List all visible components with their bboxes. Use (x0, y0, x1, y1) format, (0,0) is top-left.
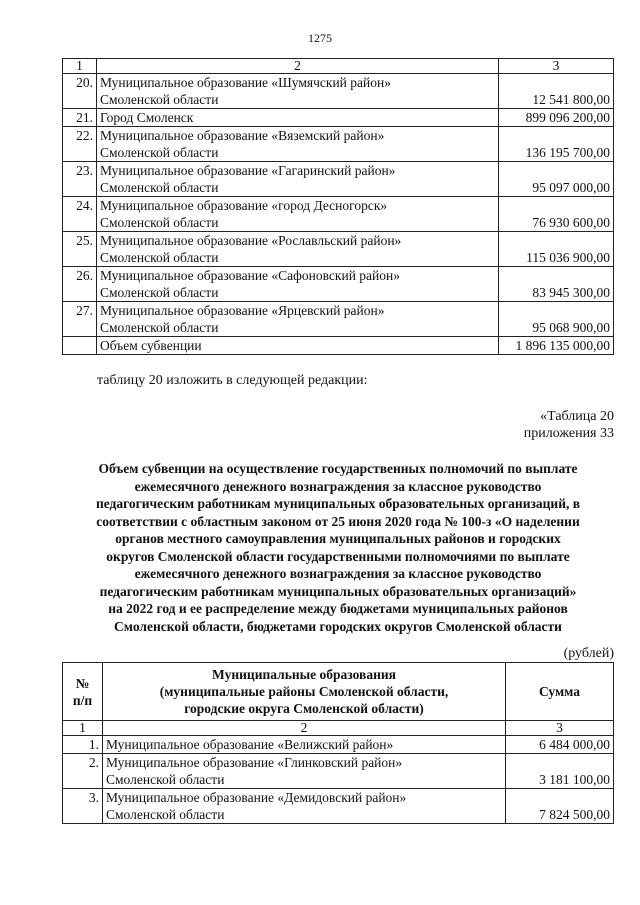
row-number: 25. (63, 232, 97, 267)
subvention-distribution-table (62, 662, 614, 824)
amount: 136 195 700,00 (499, 127, 614, 162)
municipality-name: Муниципальное образование «Гагаринский район» Смоленской области (97, 162, 499, 197)
total-label: Объем субвенции (97, 337, 499, 355)
row-number: 1. (63, 736, 103, 754)
subvention-table-continued (62, 58, 614, 355)
column-index-1: 1 (63, 59, 97, 74)
amount: 7 824 500,00 (506, 789, 614, 824)
table-row (63, 789, 614, 824)
empty-cell (63, 337, 97, 355)
row-number: 26. (63, 267, 97, 302)
amount: 95 097 000,00 (499, 162, 614, 197)
table-row (63, 754, 614, 789)
table-caption: Объем субвенции на осуществление государственных полномочий по выплате ежемесячного денежного вознаграждения за классное руководство педагогическим работникам муниципальных образовательных организаций, в соответствии с областным законом от 25 июня 2020 года № 100-з «О наделении органов местного самоуправления муниципальных районов и городских округов Смоленской области государственными полномочиями по выплате ежемесячного денежного вознаграждения за классное руководство педагогическим работникам муниципальных образовательных организаций» на 2022 год и ее распределение между бюджетами муниципальных районов Смоленской области, бюджетами городских округов Смоленской области (95, 461, 581, 634)
amount: 115 036 900,00 (499, 232, 614, 267)
row-number: 2. (63, 754, 103, 789)
amount: 3 181 100,00 (506, 754, 614, 789)
table-header (63, 663, 614, 721)
table-row (63, 302, 614, 337)
amount: 83 945 300,00 (499, 267, 614, 302)
table-row (63, 162, 614, 197)
amount: 6 484 000,00 (506, 736, 614, 754)
municipality-name: Муниципальное образование «город Десногорск» Смоленской области (97, 197, 499, 232)
column-header-municipality: Муниципальные образования (муниципальные районы Смоленской области, городские округа Смоленской области) (103, 663, 506, 721)
municipality-name: Муниципальное образование «Шумячский район» Смоленской области (97, 74, 499, 109)
amount: 76 930 600,00 (499, 197, 614, 232)
municipality-name: Город Смоленск (97, 109, 499, 127)
column-index-1: 1 (63, 721, 103, 736)
column-index-2: 2 (103, 721, 506, 736)
amount: 12 541 800,00 (499, 74, 614, 109)
municipality-name: Муниципальное образование «Велижский район» (103, 736, 506, 754)
page-number: 1275 (308, 31, 332, 45)
municipality-name: Муниципальное образование «Ярцевский район» Смоленской области (97, 302, 499, 337)
row-number: 23. (63, 162, 97, 197)
municipality-name: Муниципальное образование «Рославльский район» Смоленской области (97, 232, 499, 267)
column-index-3: 3 (506, 721, 614, 736)
units-label: (рублей) (563, 646, 614, 661)
row-number: 20. (63, 74, 97, 109)
column-index-2: 2 (97, 59, 499, 74)
column-index-3: 3 (499, 59, 614, 74)
row-number: 24. (63, 197, 97, 232)
column-index-row (63, 721, 614, 736)
instruction-text: таблицу 20 изложить в следующей редакции: (97, 373, 368, 388)
column-header-amount: Сумма (506, 663, 614, 721)
table-row (63, 109, 614, 127)
municipality-name: Муниципальное образование «Сафоновский район» Смоленской области (97, 267, 499, 302)
table-row (63, 232, 614, 267)
row-number: 27. (63, 302, 97, 337)
column-header-number: № п/п (63, 663, 103, 721)
amount: 95 068 900,00 (499, 302, 614, 337)
table-reference: «Таблица 20 приложения 33 (523, 409, 614, 441)
municipality-name: Муниципальное образование «Демидовский район» Смоленской области (103, 789, 506, 824)
row-number: 3. (63, 789, 103, 824)
table-row (63, 197, 614, 232)
table-header-row (63, 59, 614, 74)
table-row (63, 267, 614, 302)
municipality-name: Муниципальное образование «Глинковский район» Смоленской области (103, 754, 506, 789)
total-amount: 1 896 135 000,00 (499, 337, 614, 355)
table-row (63, 74, 614, 109)
table-row (63, 736, 614, 754)
municipality-name: Муниципальное образование «Вяземский район» Смоленской области (97, 127, 499, 162)
row-number: 21. (63, 109, 97, 127)
total-row (63, 337, 614, 355)
row-number: 22. (63, 127, 97, 162)
amount: 899 096 200,00 (499, 109, 614, 127)
table-row (63, 127, 614, 162)
